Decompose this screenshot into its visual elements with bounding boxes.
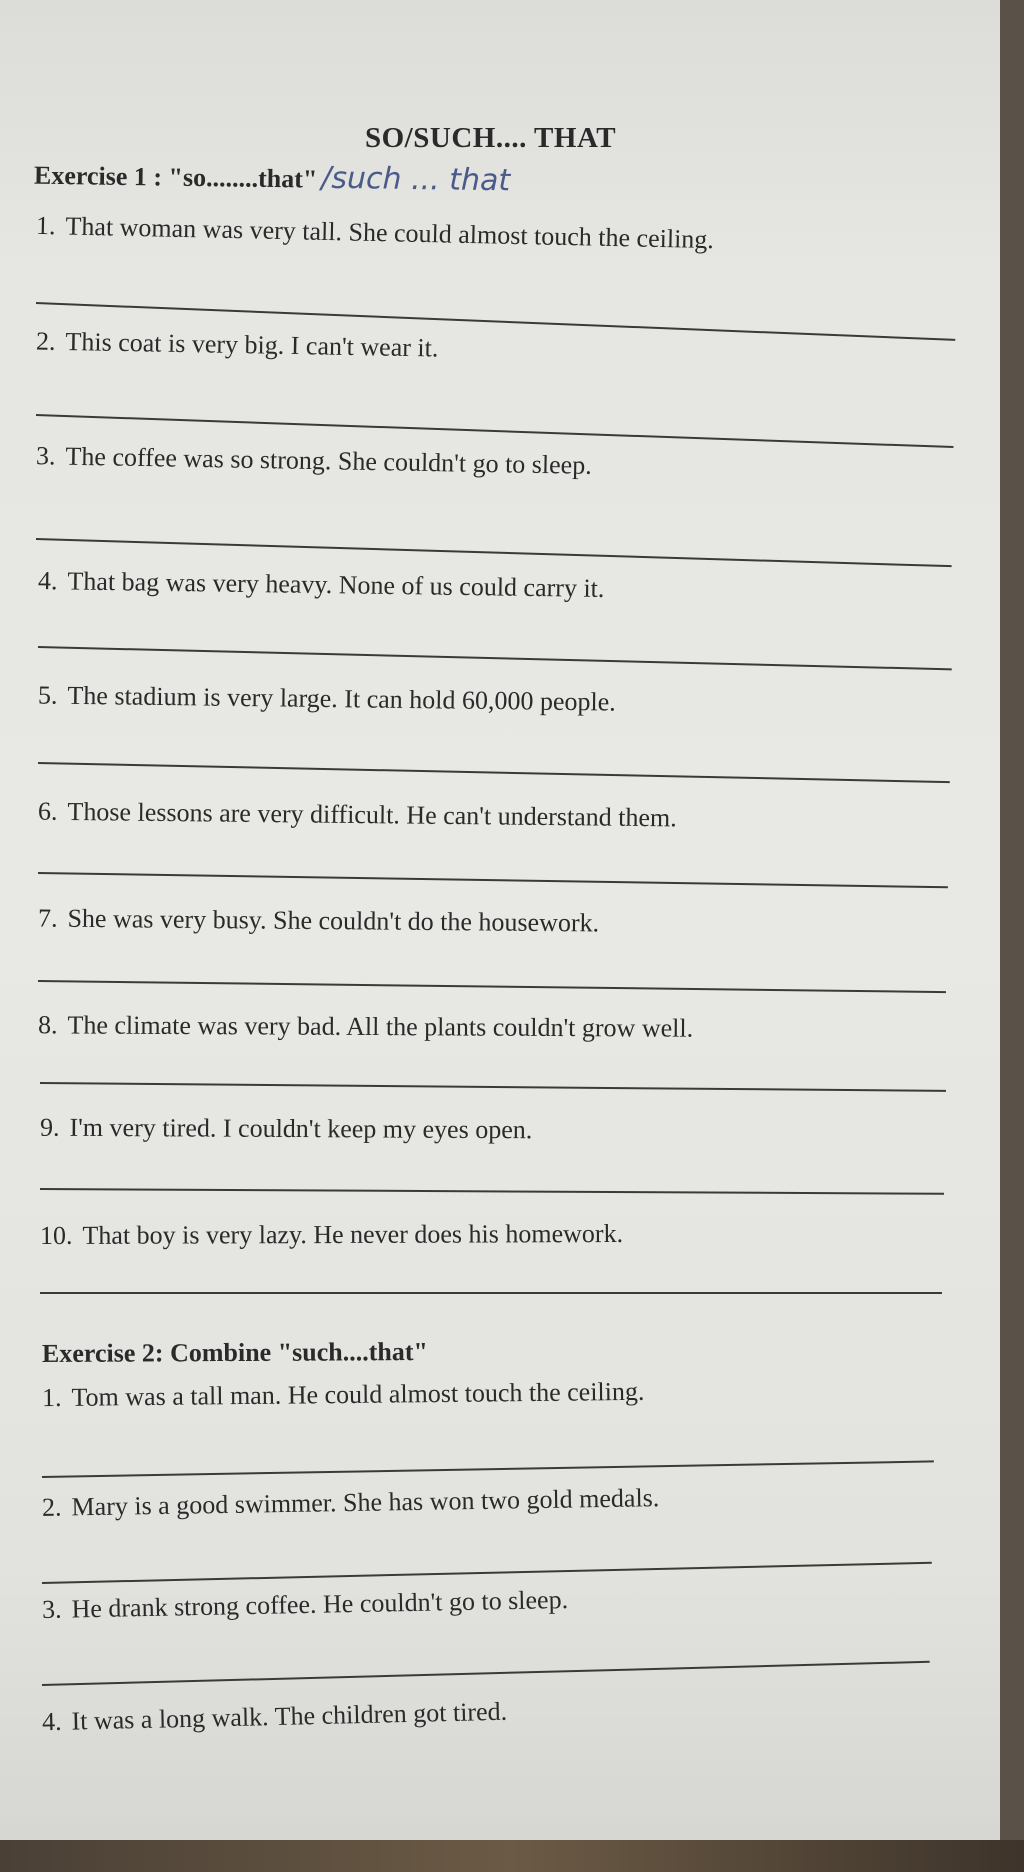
exercise-1-heading — [34, 157, 511, 199]
item-text: Those lessons are very difficult. He can't understand them. — [67, 796, 677, 833]
background-edge — [1000, 0, 1024, 1872]
exercise-1-item-1 — [36, 211, 714, 255]
item-text: The coffee was so strong. She couldn't go to sleep. — [65, 441, 592, 480]
item-number: 7. — [37, 903, 58, 933]
item-number: 8. — [37, 1010, 58, 1040]
exercise-1-item-3 — [36, 441, 592, 481]
exercise-2-item-4 — [42, 1697, 508, 1738]
item-number: 4. — [37, 566, 58, 596]
answer-line-1-9[interactable] — [40, 1188, 944, 1195]
item-number: 9. — [39, 1112, 60, 1142]
answer-line-2-2[interactable] — [42, 1562, 932, 1584]
answer-line-1-5[interactable] — [38, 762, 950, 783]
exercise-2-item-1 — [42, 1377, 645, 1413]
item-number: 5. — [37, 680, 58, 710]
exercise-1-item-6 — [38, 797, 677, 834]
item-text: The stadium is very large. It can hold 60,000 people. — [67, 680, 616, 717]
answer-line-1-7[interactable] — [38, 980, 946, 993]
answer-line-1-10[interactable] — [40, 1292, 942, 1294]
answer-line-2-1[interactable] — [42, 1460, 934, 1478]
answer-line-1-6[interactable] — [38, 872, 948, 888]
exercise-1-item-9 — [40, 1113, 532, 1146]
item-text: This coat is very big. I can't wear it. — [65, 327, 439, 363]
item-number: 1. — [35, 210, 56, 241]
item-number: 10. — [39, 1220, 73, 1251]
answer-line-2-3[interactable] — [42, 1661, 930, 1686]
exercise-1-item-5 — [38, 680, 616, 717]
exercise-2-heading: Exercise 2: Combine "such....that" — [41, 1336, 428, 1369]
item-text: It was a long walk. The children got tired. — [71, 1696, 508, 1736]
item-text: Tom was a tall man. He could almost touch the ceiling. — [71, 1376, 645, 1412]
answer-line-1-8[interactable] — [40, 1082, 946, 1092]
item-number: 6. — [37, 796, 58, 826]
item-number: 4. — [41, 1706, 62, 1737]
item-text: I'm very tired. I couldn't keep my eyes open. — [69, 1112, 533, 1145]
item-number: 1. — [41, 1382, 62, 1413]
exercise-1-item-2 — [36, 326, 439, 363]
exercise-2-item-2 — [42, 1483, 660, 1523]
answer-line-1-4[interactable] — [38, 646, 952, 670]
item-number: 3. — [35, 441, 56, 471]
handwritten-note: /such ... that — [321, 160, 511, 199]
background-surface — [0, 1840, 1024, 1872]
item-text: He drank strong coffee. He couldn't go to sleep. — [71, 1584, 569, 1624]
exercise-1-item-7 — [38, 904, 599, 939]
exercise-1-item-10 — [40, 1219, 623, 1251]
page-title: SO/SUCH.... THAT — [365, 122, 617, 154]
answer-line-1-3[interactable] — [36, 538, 952, 567]
exercise-1-item-8 — [38, 1010, 693, 1043]
item-number: 2. — [41, 1492, 62, 1522]
item-text: Mary is a good swimmer. She has won two gold medals. — [71, 1483, 660, 1522]
item-text: The climate was very bad. All the plants couldn't grow well. — [67, 1010, 694, 1043]
item-text: That woman was very tall. She could almost touch the ceiling. — [65, 211, 715, 255]
item-text: That boy is very lazy. He never does his homework. — [82, 1218, 624, 1250]
item-text: She was very busy. She couldn't do the housework. — [67, 903, 600, 938]
item-text: That bag was very heavy. None of us could carry it. — [67, 566, 605, 603]
exercise-1-heading-text: Exercise 1 : "so........that" — [33, 160, 318, 194]
item-number: 3. — [41, 1594, 62, 1625]
item-number: 2. — [35, 326, 56, 356]
exercise-1-item-4 — [38, 566, 605, 604]
exercise-2-item-3 — [42, 1585, 569, 1625]
